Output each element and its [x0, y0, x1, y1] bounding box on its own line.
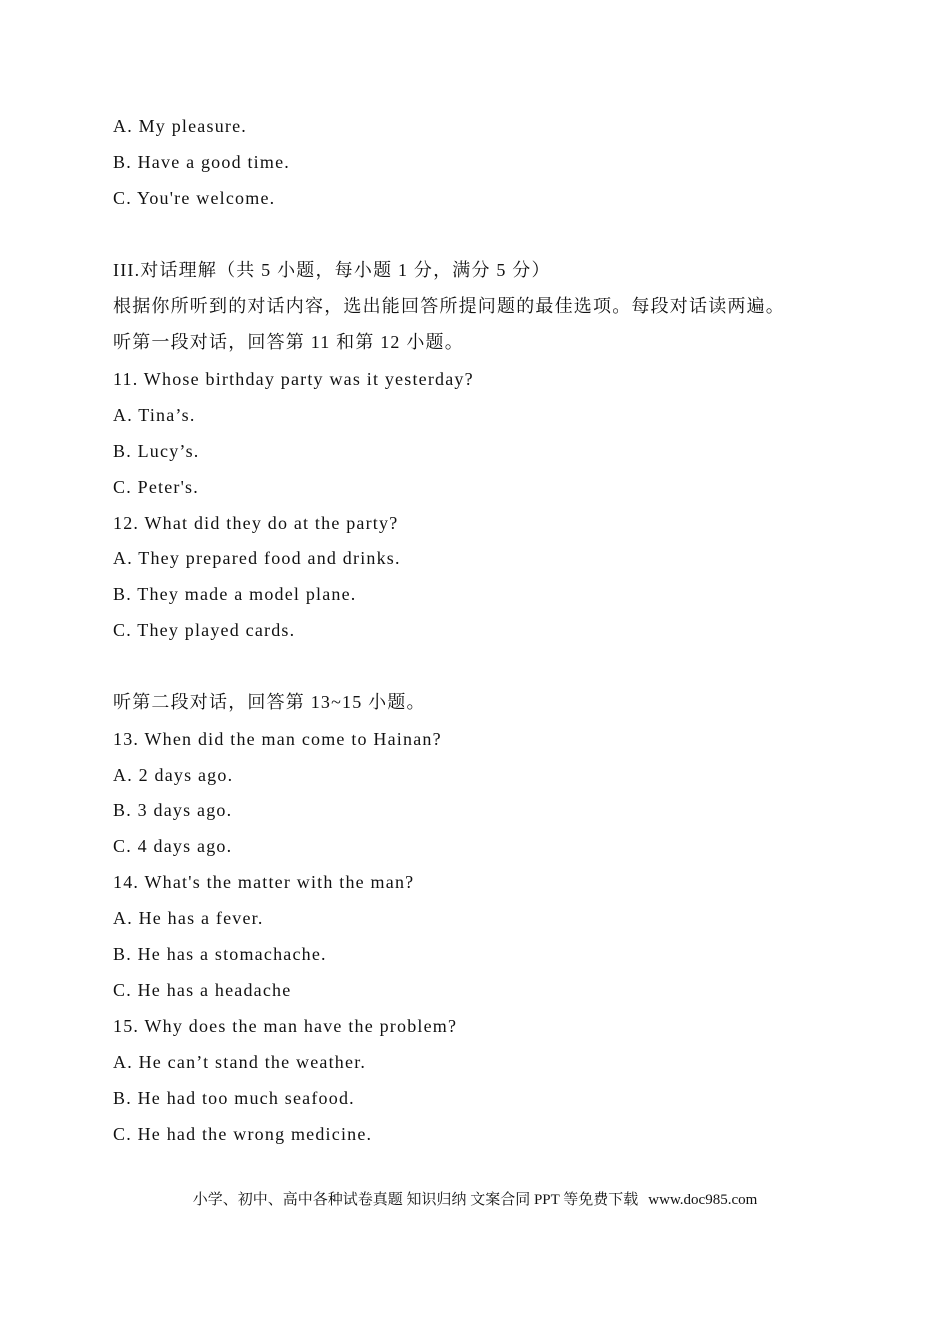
question-15-option-a: A. He can’t stand the weather. [113, 1052, 367, 1072]
question-12: 12. What did they do at the party? [113, 513, 399, 533]
question-13-option-a: A. 2 days ago. [113, 765, 234, 785]
question-15: 15. Why does the man have the problem? [113, 1016, 458, 1036]
question-11-option-c: C. Peter's. [113, 477, 199, 497]
footer-text: 小学、初中、高中各种试卷真题 知识归纳 文案合同 PPT 等免费下载 [192, 1192, 639, 1208]
question-12-option-a: A. They prepared food and drinks. [113, 548, 401, 568]
option-b-prev: B. Have a good time. [113, 152, 290, 172]
section-instruction: 根据你所听到的对话内容，选出能回答所提问题的最佳选项。每段对话读两遍。 [113, 296, 785, 316]
question-11-option-b: B. Lucy’s. [113, 441, 200, 461]
question-12-option-c: C. They played cards. [113, 620, 296, 640]
dialogue-1-intro: 听第一段对话，回答第 11 和第 12 小题。 [113, 332, 464, 352]
footer-site-link[interactable]: www.doc985.com [648, 1192, 758, 1208]
question-13-option-b: B. 3 days ago. [113, 800, 233, 820]
question-14: 14. What's the matter with the man? [113, 872, 415, 892]
question-13: 13. When did the man come to Hainan? [113, 729, 442, 749]
dialogue-2-intro: 听第二段对话，回答第 13~15 小题。 [113, 692, 426, 712]
option-c-prev: C. You're welcome. [113, 188, 276, 208]
question-14-option-a: A. He has a fever. [113, 908, 264, 928]
page-footer [0, 1190, 950, 1210]
question-14-option-c: C. He has a headache [113, 980, 292, 1000]
question-12-option-b: B. They made a model plane. [113, 584, 357, 604]
question-14-option-b: B. He has a stomachache. [113, 944, 327, 964]
option-a-prev: A. My pleasure. [113, 116, 247, 136]
question-15-option-b: B. He had too much seafood. [113, 1088, 355, 1108]
question-15-option-c: C. He had the wrong medicine. [113, 1124, 373, 1144]
section-title: III.对话理解（共 5 小题，每小题 1 分，满分 5 分） [113, 260, 551, 280]
question-11-option-a: A. Tina’s. [113, 405, 196, 425]
question-13-option-c: C. 4 days ago. [113, 836, 233, 856]
question-11: 11. Whose birthday party was it yesterday? [113, 369, 474, 389]
